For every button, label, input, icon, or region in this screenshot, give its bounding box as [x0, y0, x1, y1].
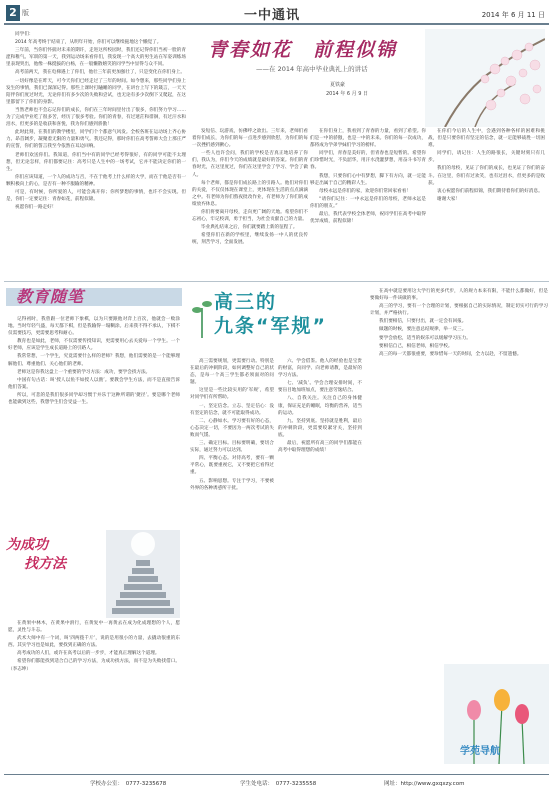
paragraph: 你们应该知道，一个人的成功与否，不在于他考上什么样的大学，而在于他是否有一颗积极向上的心，是否有一种不服输的精神。 — [6, 174, 186, 187]
paragraph: 中国有句古话：叫‘授人以鱼不如授人以渔’。要教会学生方法，而不是直接告诉他们答案。 — [8, 377, 180, 390]
page-suffix: 版 — [22, 9, 29, 17]
paragraph: 在高中就是要用这大学行的更多代步，人的规力本来有限，不能什么都做好，但是要做好每一件该做的事。 — [370, 289, 548, 302]
essay-column-top — [8, 316, 180, 526]
paragraph: 2014 年高考终于结束了，从明年开始，你们可以继续拖地这个懒觉了。 — [15, 40, 162, 46]
rules-column-right — [278, 358, 362, 768]
paragraph: 七、‘减负’。学会合理安排时间，不要盲目地加班加点，要注意劳逸结合。 — [278, 381, 362, 394]
paragraph: 当然老师也不会忘记你们的成长，你们在三年时间里付出了很多，你们努力学习……为了完成学业吃了很多苦，经历了很多考验。你们的青春，有过迷茫和徘徊，有过汗水和泪水，但更多的是收获和喜悦，我为你们感到骄傲！ — [6, 107, 186, 128]
paragraph: 此时此刻，在我们的教学楼里，同学们个个都意气风发。全校各班在运动场上齐心协力、昂首阔步，凝聚着无限的力量和勇气。我还记得，那时你们在高考誓师大会上那庄严的宣誓，你们的誓言我至今依然在耳边回响。 — [6, 130, 186, 150]
page-header — [4, 3, 549, 25]
footer-student-phone: 学生处电话： 0777-3235558 — [240, 781, 317, 787]
paragraph: 你们将要离开母校，走向更广阔的天地。希望你们不忘初心，牢记校训，勇于担当，为社会贡献自己的力量。 — [192, 210, 308, 223]
feature-section — [4, 27, 549, 279]
paragraph: 同学们，请记住：人生的路很长，关键时刻只有几步。 — [428, 151, 545, 164]
paragraph: 祝愿你们一路走好！ — [15, 205, 57, 211]
paragraph: 武术大师中有一个词，叫‘四两拨千斤’，说的是用很小的力量，去撬动很重的东西。其实学习也是如此，要找到正确的方法。 — [8, 636, 180, 649]
paragraph: 可是，有时候，你所爱的人，可能会离开你；你所梦想的事情，也许不会实现。但是，你们一定要记住：青春如花，前程似锦。 — [6, 189, 186, 203]
page-number: 2 — [6, 5, 20, 21]
paragraph: 母校永远是你们的家，欢迎你们常回家看看！ — [319, 188, 411, 194]
paragraph: 希望你们在新的学校里，继续发扬一中人的优良传统，刻苦学习，全面发展。 — [192, 233, 308, 246]
masthead: 一中通讯 — [244, 8, 301, 23]
paragraph: 教育也是如此，老师，不仅需要传授知识，更需要用心去关爱每一个学生。一个好老师，应该是学生成长道路上的引路人。 — [8, 339, 180, 352]
paragraph: 在你们今后的人生中，会遇到各种各样的困难和挑战，但是只要你们有坚定的信念，就一定能够战胜一切困难。 — [428, 129, 545, 149]
paragraph: 我常常想，一个学生，究竟需要什么样的老师？我想，他们需要的是一个能够理解他们、尊重他们、关心他们的老师。 — [8, 354, 180, 367]
feature-column-d — [428, 128, 545, 276]
feature-title: 青春如花 前程似锦 — [208, 39, 398, 61]
paragraph: 衷心祝愿你们前程似锦，我们期待着你们的好消息。 — [437, 188, 543, 194]
paragraph: 谢谢大家！ — [437, 196, 460, 202]
watermark-text: 学苑导航 — [460, 746, 500, 757]
paragraph: 九、坚持到底。坚持就是胜利，最后的冲刺阶段，更需要咬紧牙关，坚持到底。 — [278, 418, 362, 438]
paragraph: 二、心静如水。学习要有好的心态，心态决定一切，不要因为一两次考试的失败而气馁。 — [190, 418, 274, 438]
paragraph: 三、确定目标。目标要明确，要切合实际，通过努力可以达到。 — [190, 441, 274, 454]
paragraph: 最后，祝愿所有高三的同学们都能在高考中取得理想的成绩！ — [278, 441, 362, 454]
essay-banner-label: 教育随笔 — [16, 287, 85, 306]
paragraph: 四、平衡心态。对待高考，要有一颗平常心，既要重视它，又不要把它看得过重。 — [190, 456, 274, 476]
essay-banner — [6, 284, 182, 310]
paragraph: 高三的每一天都很重要，要珍惜每一天的时间，全力以赴，不留遗憾。 — [379, 351, 522, 357]
paragraph: 六、学会借鉴。他人的经验也是宝贵的财富，向同学、向老师请教，是最好的学习方法。 — [278, 359, 362, 379]
feature-column-a — [6, 31, 186, 277]
paragraph: 一些人也许会问，我们的学校是否真正地培养了你们，我认为，你们今天的成绩就是最好的答案。你们的青春时光，在这里度过，你们在这里学会了学习、学会了做人。 — [192, 151, 308, 178]
essay-column-bottom — [8, 620, 180, 770]
paragraph: 发短信、玩游戏，仿佛呼之欲出。三年来，老师们看着你们成长，为你们的每一点进步感到欣慰，为你们的每一次挫折感到揪心。 — [192, 129, 308, 149]
paragraph: 高三的学习，要有一个合理的计划，要根据自己的实际情况，制定切实可行的学习计划，并严格执行。 — [370, 304, 548, 317]
essay-title-line-1: 为成功 — [6, 537, 48, 553]
rules-continued-panel — [368, 284, 549, 772]
paragraph: 三年前，当你们怀揣对未来的期许，走进这所校园时，我们还记得你们当初一脸的青涩和稚气。军训的第一天，我到运动场来看你们，我发现一个高大的男生站在军姿训练场里表现突出，他像一株挺拔的白杨，在一般懒散嬉笑的同学当中显得与众不同。 — [6, 48, 186, 68]
essay-title — [6, 536, 102, 598]
rules-title-line-2: 九条“军规” — [214, 315, 327, 337]
essay-panel — [4, 284, 182, 772]
paragraph: 记得初时，我曾跟一位老师下象棋，以为只要跟他对弈上百次，他就会一败涂地。当时年轻气盛，每天都下棋，但是我输得一塌糊涂。后来我不得不承认，下棋不仅需要技巧，更需要思考和耐心。 — [8, 317, 180, 337]
paragraph: 高考成功的人们，或许在高考以后的一步步，才能真正理解这个道理。 — [17, 651, 160, 657]
paragraph: 这里是一些比较实用的‘军规’，希望对同学们有所帮助。 — [190, 388, 274, 401]
paragraph: 五、影响思想。专注于学习，不要被外界的各种诱惑所干扰。 — [190, 478, 274, 491]
paragraph: 我想，只要你们心中有梦想，脚下有方向，就一定能够走出属于自己的精彩人生。 — [310, 173, 426, 186]
feature-title-block — [190, 29, 545, 127]
rules-title-line-1: 高三的 — [214, 291, 278, 313]
paragraph: 老师们欢送你们。我知道，你们当中有的同学已经考得很好，有的同学可能不太理想，但无论怎样，你们都要记住：高考只是人生中的一场考试，它并不能决定你们的一生。 — [6, 152, 186, 172]
footer-office-phone: 学校办公室： 0777-3235678 — [90, 781, 167, 787]
paragraph: 每个老师，都是你们成长路上的引路人。他们对你们的关爱，不仅仅体现在课堂上，更体现在生活的点点滴滴之中。有老师为你们熬夜批改作业，有老师为了你们的成绩放弃休息。 — [192, 180, 308, 207]
paragraph: 要学会放松，适当的娱乐可以缓解学习压力。 — [379, 335, 471, 341]
paragraph: 在黄果中林木，在黄果中滑行，在黄复中一再黄去在成为化成理想的个人，愿愿，灵性与斗志。 — [8, 621, 180, 634]
paragraph: 一、坚定信念。立志、坚定信心：没有坚定的信念，就不可能取得成功。 — [190, 403, 274, 416]
section-divider — [4, 281, 549, 282]
rules-title — [214, 290, 364, 338]
sprout-icon — [192, 294, 212, 338]
essay-title-line-2: 找方法 — [24, 556, 66, 572]
paragraph: 同学们，青春是美好的，但青春也是短暂的。希望你们珍惜时光，不负韶华，用汗水浇灌梦想，用奋斗书写青春。 — [310, 151, 426, 171]
staircase-illustration — [106, 530, 180, 618]
paragraph: 在你们身上，我看到了青春的力量，看到了希望。你们是一中的骄傲，也是一中的未来。你们的每一次成功，都将成为学弟学妹们学习的榜样。 — [310, 129, 426, 149]
paragraph: 同学们： — [15, 32, 34, 37]
paragraph: 八、自我关注。关注自己的身体健康，保证充足的睡眠，均衡的营养，适当的运动。 — [278, 396, 362, 416]
lower-section — [4, 284, 549, 772]
paragraph: 毕业典礼结束之后，你们就要踏上新的征程了。 — [201, 225, 298, 231]
feature-date: 2014 年 6 月 9 日 — [326, 91, 369, 97]
paragraph: 一切好像是在昨天，可今天你们已经走过了三年的时间。如今想来，那些同学们身上发生的事情，我们已深深记得。那些上课时打瞌睡的同学，在讲台上写下的箴言，一天天陪伴你们度过时光，无论你们有多少次的失败和尝试，也无论有多少次倒下又爬起，在这里都留下了你们的身影。 — [6, 78, 186, 105]
paragraph: 我们要相信，只要付出，就一定会有回报。 — [379, 319, 467, 325]
feature-column-b — [192, 128, 308, 276]
rules-panel — [186, 284, 364, 772]
paragraph: 希望你们都能找到适合自己的学习方法，为成功找方法，而不是为失败找借口。（李志坤） — [8, 659, 180, 672]
paragraph: “请你们记住：一中永远是你们的母校，老师永远是你们的朋友。” — [310, 196, 426, 209]
paragraph: 做题的时候，要注意总结规律，举一反三。 — [379, 327, 467, 333]
rules-column-left — [190, 358, 274, 768]
paragraph: 最后，我代表学校全体老师，祝同学们在高考中取得优异成绩，前程似锦！ — [310, 212, 426, 225]
paragraph: 高考前两天，我在电梯遇上了你们，他壮三年前更加强壮了，只是变化在你们身上。 — [15, 70, 185, 76]
page-footer — [4, 774, 549, 790]
footer-website-link[interactable]: 网址：http://www.gxqxzy.com — [384, 781, 465, 787]
feature-subtitle: ——在 2014 年高中毕业典礼上的讲话 — [256, 65, 368, 73]
paragraph: 老师这是你我这盘上一个重要的学习方法：成功，要学会找方法。 — [17, 369, 151, 375]
feature-column-c — [310, 128, 426, 276]
paragraph: 高三需要规划，更需要行动。特别是在最后的冲刺阶段，如何调整好自己的状态，是每一个高三学生都必须面对的问题。 — [190, 359, 274, 386]
paragraph: 所以，可悲的是我们很多同学却习惯于并乐于这种所谓的‘捷径’。要是哪个老师也能做到这些，我想学生们会受益一生。 — [8, 392, 180, 406]
rules-column-far-right — [370, 288, 548, 660]
paragraph: 要相信自己，相信老师，相信学校。 — [379, 343, 453, 349]
issue-date: 2014 年 6 月 11 日 — [481, 11, 545, 19]
paragraph: 我们的母校，见证了你们的成长，也见证了你们的奋斗。在这里，你们有过欢笑，也有过泪水，但更多的是收获。 — [428, 166, 545, 186]
feature-author: 夏铁豪 — [330, 82, 346, 88]
blossom-illustration — [425, 29, 545, 127]
